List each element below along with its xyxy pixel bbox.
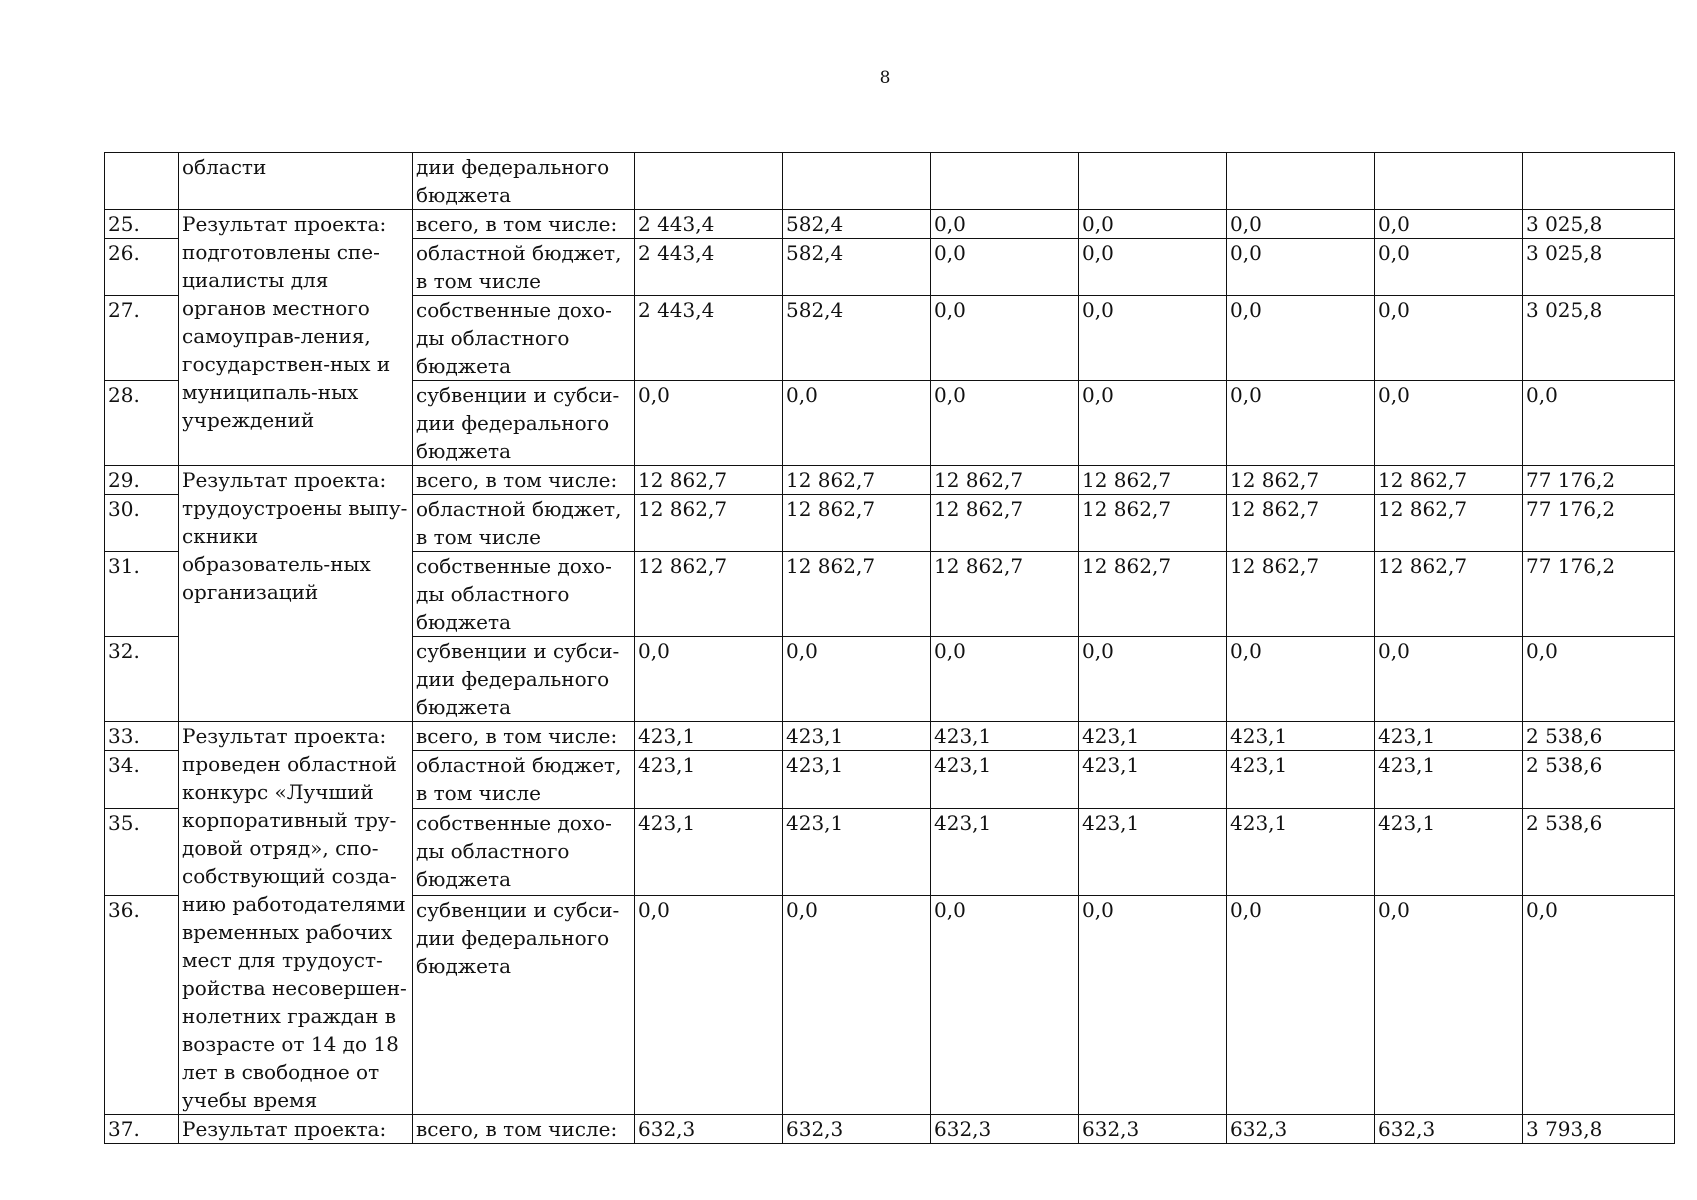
- value-cell: 423,1: [1227, 722, 1375, 751]
- value-cell: 12 862,7: [1375, 466, 1523, 495]
- value-cell: 0,0: [931, 637, 1079, 722]
- value-cell: 423,1: [635, 809, 783, 895]
- value-cell: 0,0: [931, 381, 1079, 466]
- value-cell: 582,4: [783, 210, 931, 239]
- value-cell: 423,1: [1227, 751, 1375, 809]
- value-cell: 0,0: [931, 895, 1079, 1114]
- value-cell: 632,3: [1375, 1115, 1523, 1144]
- value-cell: 423,1: [635, 751, 783, 809]
- total-cell: 3 025,8: [1523, 239, 1675, 296]
- total-cell: 77 176,2: [1523, 552, 1675, 637]
- value-cell: 0,0: [1079, 210, 1227, 239]
- row-number-cell: [105, 153, 179, 210]
- value-cell: 0,0: [1079, 895, 1227, 1114]
- value-cell: 0,0: [1375, 239, 1523, 296]
- value-cell: 632,3: [931, 1115, 1079, 1144]
- value-cell: 423,1: [1079, 751, 1227, 809]
- value-cell: 632,3: [1079, 1115, 1227, 1144]
- value-cell: 423,1: [1375, 809, 1523, 895]
- value-cell: 12 862,7: [931, 495, 1079, 552]
- value-cell: 0,0: [1227, 296, 1375, 381]
- page-number: 8: [879, 68, 891, 88]
- value-cell: 423,1: [1079, 722, 1227, 751]
- value-cell: 12 862,7: [931, 552, 1079, 637]
- value-cell: 632,3: [783, 1115, 931, 1144]
- value-cell: 0,0: [783, 637, 931, 722]
- value-cell: 423,1: [783, 809, 931, 895]
- funding-source: всего, в том числе:: [413, 210, 635, 239]
- total-cell: 3 025,8: [1523, 296, 1675, 381]
- value-cell: 0,0: [931, 239, 1079, 296]
- row-number: 34.: [105, 751, 179, 809]
- row-number: 37.: [105, 1115, 179, 1144]
- value-cell: 632,3: [1227, 1115, 1375, 1144]
- value-cell: 0,0: [1227, 210, 1375, 239]
- project-result: Результат проекта:: [179, 1115, 413, 1144]
- funding-source: собственные дохо-ды областного бюджета: [413, 809, 635, 895]
- value-cell: 423,1: [1375, 751, 1523, 809]
- value-cell: 423,1: [931, 751, 1079, 809]
- value-cell: 0,0: [1375, 895, 1523, 1114]
- value-cell: 12 862,7: [635, 495, 783, 552]
- row-number: 36.: [105, 895, 179, 1114]
- value-cell: 0,0: [783, 895, 931, 1114]
- total-cell: 2 538,6: [1523, 809, 1675, 895]
- total-cell: 77 176,2: [1523, 466, 1675, 495]
- value-cell: 12 862,7: [783, 495, 931, 552]
- value-cell: 0,0: [635, 381, 783, 466]
- value-cell: 423,1: [1227, 809, 1375, 895]
- value-cell: 0,0: [1375, 637, 1523, 722]
- row-number: 30.: [105, 495, 179, 552]
- funding-source: субвенции и субси-дии федерального бюджета: [413, 381, 635, 466]
- total-cell: 2 538,6: [1523, 722, 1675, 751]
- funding-source: областной бюджет, в том числе: [413, 495, 635, 552]
- row-number: 32.: [105, 637, 179, 722]
- value-cell: 0,0: [1227, 895, 1375, 1114]
- total-cell: 3 793,8: [1523, 1115, 1675, 1144]
- value-cell: 0,0: [1375, 381, 1523, 466]
- value-cell: 0,0: [783, 381, 931, 466]
- value-cell: 0,0: [931, 296, 1079, 381]
- value-cell: 12 862,7: [635, 552, 783, 637]
- table-row: [105, 466, 1675, 495]
- funding-source: собственные дохо-ды областного бюджета: [413, 552, 635, 637]
- table-row: [105, 210, 1675, 239]
- value-cell: 423,1: [783, 751, 931, 809]
- funding-source: всего, в том числе:: [413, 1115, 635, 1144]
- value-cell: 12 862,7: [1375, 495, 1523, 552]
- row-number: 31.: [105, 552, 179, 637]
- value-cell: 582,4: [783, 239, 931, 296]
- row-number: 26.: [105, 239, 179, 296]
- value-cell: 12 862,7: [1079, 552, 1227, 637]
- value-cell: 12 862,7: [783, 552, 931, 637]
- row-number: 29.: [105, 466, 179, 495]
- row-number: 33.: [105, 722, 179, 751]
- value-cell: 12 862,7: [783, 466, 931, 495]
- value-cell: 0,0: [1375, 210, 1523, 239]
- total-cell: 0,0: [1523, 381, 1675, 466]
- row-number: 35.: [105, 809, 179, 895]
- total-cell: 0,0: [1523, 637, 1675, 722]
- value-cell: 423,1: [1375, 722, 1523, 751]
- value-cell: 0,0: [1079, 296, 1227, 381]
- value-cell: 423,1: [635, 722, 783, 751]
- funding-source: собственные дохо-ды областного бюджета: [413, 296, 635, 381]
- value-cell: 12 862,7: [931, 466, 1079, 495]
- value-cell: 12 862,7: [1227, 466, 1375, 495]
- value-cell: 423,1: [931, 809, 1079, 895]
- value-cell: 12 862,7: [1079, 495, 1227, 552]
- total-cell: 77 176,2: [1523, 495, 1675, 552]
- project-result: Результат проекта: подготовлены спе-циалисты для органов местного самоуправ-ления, государствен-ных и муниципаль-ных учреждений: [179, 210, 413, 466]
- total-cell: 0,0: [1523, 895, 1675, 1114]
- value-cell: 2 443,4: [635, 296, 783, 381]
- value-cell: 0,0: [1227, 637, 1375, 722]
- value-cell: 423,1: [783, 722, 931, 751]
- value-cell: 2 443,4: [635, 210, 783, 239]
- budget-table: [104, 152, 1675, 1144]
- value-cell: 0,0: [1079, 239, 1227, 296]
- table-row-continuation: [105, 153, 1675, 210]
- value-cell: 0,0: [1227, 239, 1375, 296]
- value-cell: 0,0: [1375, 296, 1523, 381]
- funding-source: всего, в том числе:: [413, 466, 635, 495]
- result-cell: области: [179, 153, 413, 210]
- total-cell: 2 538,6: [1523, 751, 1675, 809]
- value-cell: 0,0: [635, 895, 783, 1114]
- project-result: Результат проекта: трудоустроены выпу-скники образователь-ных организаций: [179, 466, 413, 722]
- funding-source: всего, в том числе:: [413, 722, 635, 751]
- table-row: [105, 1115, 1675, 1144]
- value-cell: 12 862,7: [635, 466, 783, 495]
- project-result: Результат проекта: проведен областной конкурс «Лучший корпоративный тру-довой отряд», спо-собствующий созда-нию работодателями временных рабочих мест для трудоуст-ройства несовершен-нолетних граждан в возрасте от 14 до 18 лет в свободное от учебы время: [179, 722, 413, 1115]
- value-cell: 423,1: [1079, 809, 1227, 895]
- funding-source: субвенции и субси-дии федерального бюджета: [413, 637, 635, 722]
- total-cell: 3 025,8: [1523, 210, 1675, 239]
- value-cell: 423,1: [931, 722, 1079, 751]
- value-cell: 12 862,7: [1227, 495, 1375, 552]
- row-number: 28.: [105, 381, 179, 466]
- value-cell: 12 862,7: [1079, 466, 1227, 495]
- value-cell: 582,4: [783, 296, 931, 381]
- value-cell: 0,0: [1079, 637, 1227, 722]
- value-cell: 0,0: [635, 637, 783, 722]
- value-cell: 0,0: [1227, 381, 1375, 466]
- funding-source: областной бюджет, в том числе: [413, 239, 635, 296]
- value-cell: 12 862,7: [1375, 552, 1523, 637]
- row-number: 27.: [105, 296, 179, 381]
- value-cell: 632,3: [635, 1115, 783, 1144]
- row-number: 25.: [105, 210, 179, 239]
- source-cell: дии федерального бюджета: [413, 153, 635, 210]
- value-cell: 0,0: [1079, 381, 1227, 466]
- funding-source: областной бюджет, в том числе: [413, 751, 635, 809]
- value-cell: 2 443,4: [635, 239, 783, 296]
- value-cell: 12 862,7: [1227, 552, 1375, 637]
- funding-source: субвенции и субси-дии федерального бюджета: [413, 895, 635, 1114]
- value-cell: 0,0: [931, 210, 1079, 239]
- table-row: [105, 722, 1675, 751]
